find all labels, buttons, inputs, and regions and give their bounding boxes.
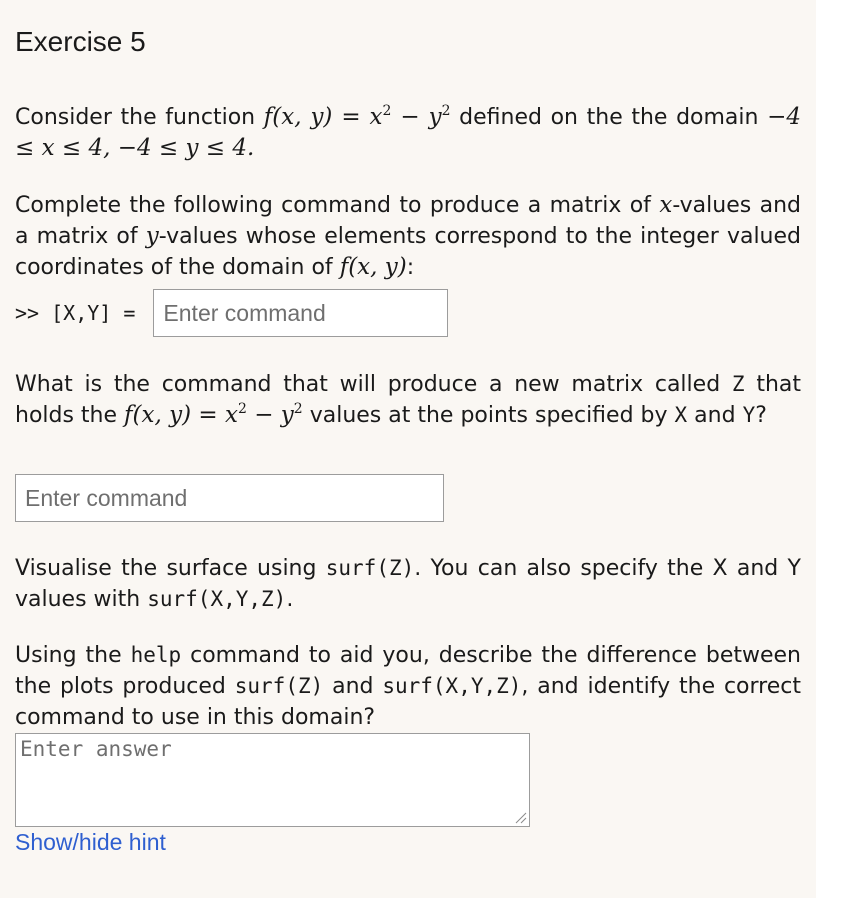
answer-textarea[interactable] xyxy=(15,733,530,827)
exercise-title: Exercise 5 xyxy=(15,26,146,57)
function-formula: f(x, $y) = x^2 - y^2$ xyxy=(263,103,451,130)
question-function-domain: Consider the function f(x, $y) = x^2 - y^2$ defined on the the domain −4 ≤ x ≤ 4, −4 ≤ y ≤ 4. xyxy=(15,103,801,161)
function-formula: f(x, $y) = x^2 - y^2$ xyxy=(124,401,303,428)
meshgrid-command-input[interactable] xyxy=(153,289,448,337)
z-command-input[interactable] xyxy=(15,474,444,522)
surf-instructions: Visualise the surface using surf(Z). You can also specify the X and Y values with surf(X,Y,Z). xyxy=(15,556,801,612)
resize-handle-icon[interactable] xyxy=(513,810,527,824)
question-meshgrid: Complete the following command to produce a matrix of x-values and a matrix of y-values whose elements correspond to the integer valued coordinates of the domain of f(x, y): xyxy=(15,192,802,280)
command-prompt: >> [X,Y] = xyxy=(15,301,136,325)
domain-formula: −4 ≤ x ≤ 4, −4 ≤ y ≤ 4. xyxy=(15,104,801,161)
meshgrid-command-row xyxy=(15,289,448,337)
question-surf-difference: Using the help command to aid you, describe the difference between the plots produced surf(Z) and surf(X,Y,Z), and identify the correct command to use in this domain? xyxy=(15,643,801,730)
show-hide-hint-link[interactable]: Show/hide hint xyxy=(15,829,166,855)
question-z-matrix: What is the command that will produce a new matrix called Z that holds the f(x, $y) = x^2 - y^2$ values at the points specified by X and Y? xyxy=(15,372,802,428)
